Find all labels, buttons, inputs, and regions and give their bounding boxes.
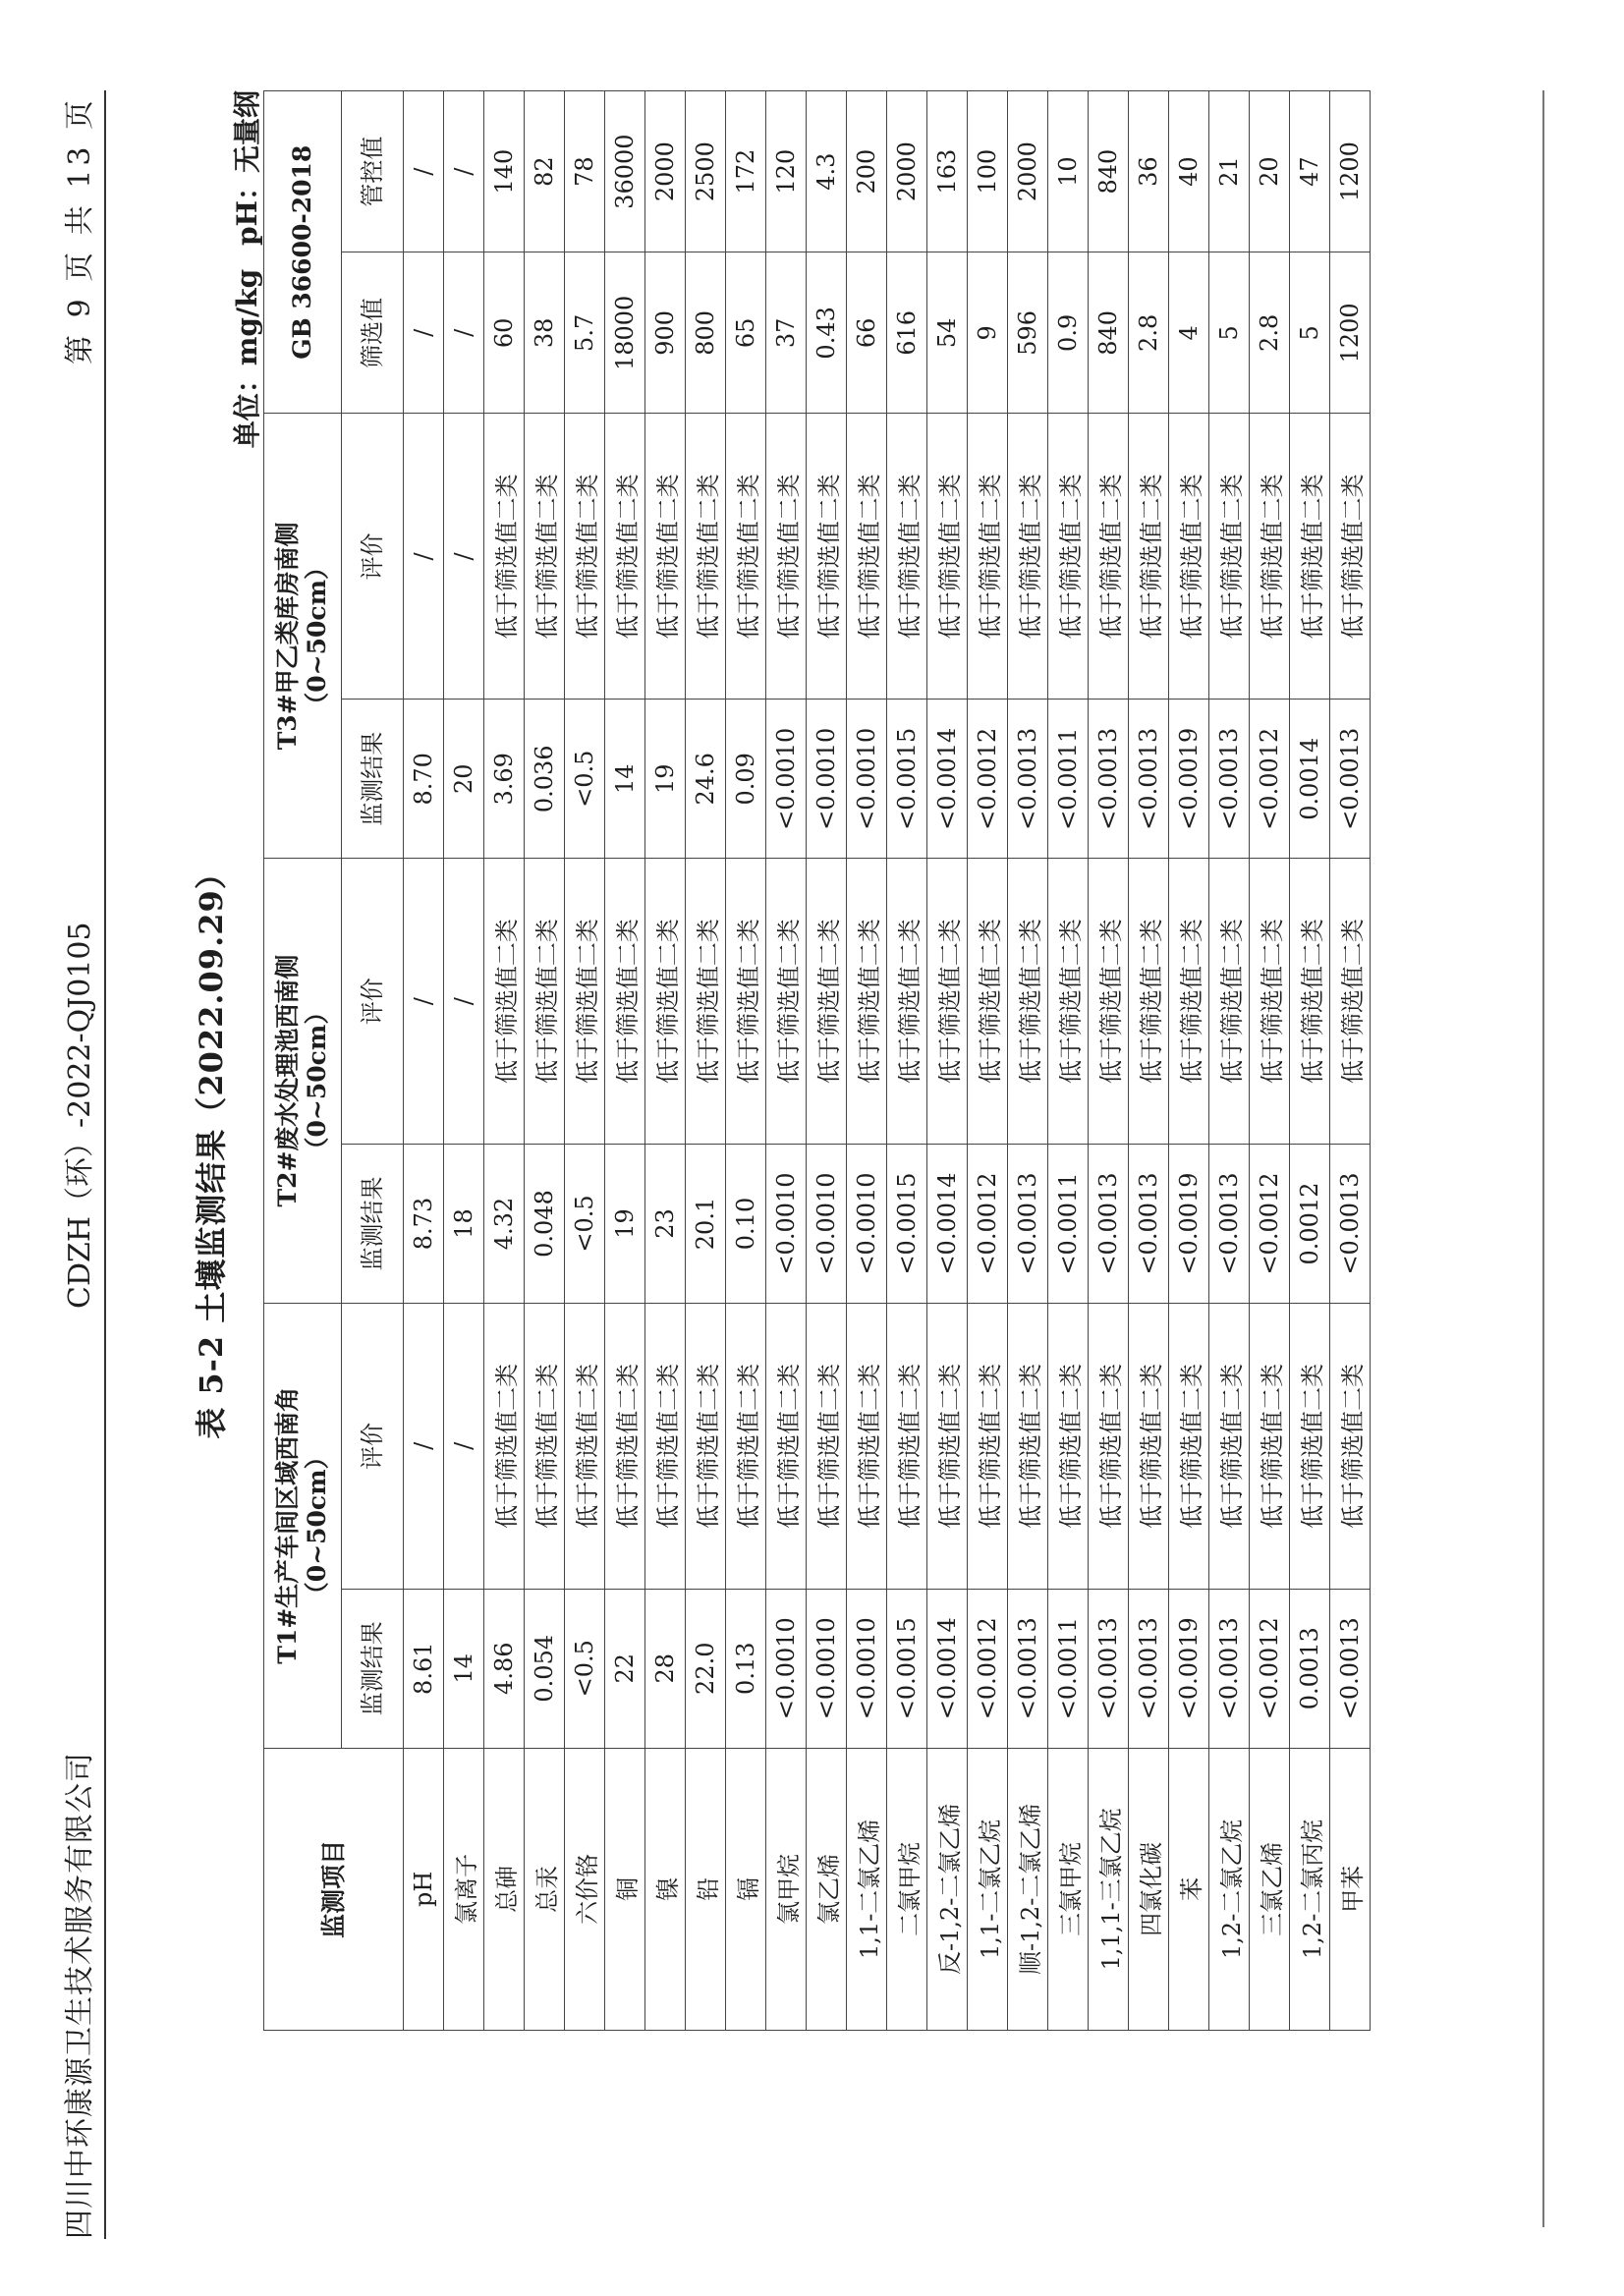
document-code: CDZH（环）-2022-QJ0105: [63, 922, 97, 1309]
table-row: [1089, 91, 1129, 2031]
cell-control-value: 47: [1290, 91, 1330, 252]
unit-line: [226, 90, 265, 462]
cell-screen-value: 5: [1209, 252, 1250, 414]
cell-screen-value: /: [404, 252, 444, 414]
cell-t1-result: 0.054: [525, 1589, 565, 1748]
cell-t3-eval: 低于筛选值二类: [1008, 414, 1048, 700]
cell-t3-eval: /: [444, 414, 484, 700]
site-depth: （0~50cm）: [303, 999, 331, 1162]
table-body: [404, 91, 1371, 2031]
cell-t3-result: 8.70: [404, 700, 444, 859]
cell-control-value: 4.3: [807, 91, 847, 252]
cell-t1-result: 14: [444, 1589, 484, 1748]
cell-screen-value: 9: [968, 252, 1008, 414]
cell-control-value: 82: [525, 91, 565, 252]
site-name: T3#甲乙类库房南侧: [273, 522, 302, 751]
cell-t1-eval: 低于筛选值二类: [605, 1303, 645, 1589]
table-row: [1169, 91, 1209, 2031]
site-depth: （0~50cm）: [303, 554, 331, 717]
cell-item: 1,1-二氯乙烯: [847, 1748, 887, 2030]
cell-t3-result: 3.69: [484, 700, 525, 859]
cell-t1-eval: 低于筛选值二类: [968, 1303, 1008, 1589]
table-row: [927, 91, 968, 2031]
cell-t1-eval: 低于筛选值二类: [645, 1303, 686, 1589]
cell-t2-eval: 低于筛选值二类: [807, 859, 847, 1145]
site-depth: （0~50cm）: [303, 1444, 331, 1607]
cell-t1-result: <0.0013: [1209, 1589, 1250, 1748]
table-row: [1209, 91, 1250, 2031]
cell-t2-result: 0.10: [726, 1145, 766, 1304]
cell-t1-result: 22.0: [686, 1589, 726, 1748]
cell-t1-eval: 低于筛选值二类: [565, 1303, 605, 1589]
table-row: [1048, 91, 1089, 2031]
cell-screen-value: 60: [484, 252, 525, 414]
header-row-sub: [342, 91, 404, 2031]
cell-screen-value: 2.8: [1129, 252, 1169, 414]
cell-t1-result: <0.0013: [1129, 1589, 1169, 1748]
cell-screen-value: 38: [525, 252, 565, 414]
cell-t1-result: 28: [645, 1589, 686, 1748]
cell-t2-eval: 低于筛选值二类: [1290, 859, 1330, 1145]
cell-t1-eval: 低于筛选值二类: [927, 1303, 968, 1589]
cell-t3-result: <0.5: [565, 700, 605, 859]
cell-item: 总汞: [525, 1748, 565, 2030]
cell-t1-result: <0.0013: [1330, 1589, 1371, 1748]
cell-control-value: 40: [1169, 91, 1209, 252]
cell-control-value: 840: [1089, 91, 1129, 252]
cell-item: 四氯化碳: [1129, 1748, 1169, 2030]
cell-t2-result: <0.0019: [1169, 1145, 1209, 1304]
cell-t1-result: 0.13: [726, 1589, 766, 1748]
cell-item: 1,1-二氯乙烷: [968, 1748, 1008, 2030]
cell-t3-eval: 低于筛选值二类: [525, 414, 565, 700]
cell-item: 1,2-二氯丙烷: [1290, 1748, 1330, 2030]
cell-screen-value: 37: [766, 252, 807, 414]
cell-t1-eval: 低于筛选值二类: [1008, 1303, 1048, 1589]
table-row: [726, 91, 766, 2031]
cell-t3-eval: 低于筛选值二类: [766, 414, 807, 700]
cell-t1-eval: 低于筛选值二类: [1209, 1303, 1250, 1589]
cell-t2-result: <0.0012: [968, 1145, 1008, 1304]
cell-t2-result: <0.0012: [1250, 1145, 1290, 1304]
table-row: [484, 91, 525, 2031]
cell-t3-eval: 低于筛选值二类: [968, 414, 1008, 700]
cell-control-value: 2000: [645, 91, 686, 252]
cell-t3-result: <0.0010: [766, 700, 807, 859]
cell-item: 反-1,2-二氯乙烯: [927, 1748, 968, 2030]
cell-t3-result: 20: [444, 700, 484, 859]
cell-control-value: 36000: [605, 91, 645, 252]
cell-t1-eval: 低于筛选值二类: [766, 1303, 807, 1589]
cell-t2-result: <0.0014: [927, 1145, 968, 1304]
cell-t1-eval: 低于筛选值二类: [1169, 1303, 1209, 1589]
cell-item: 镉: [726, 1748, 766, 2030]
cell-t1-eval: /: [444, 1303, 484, 1589]
cell-t2-result: 19: [605, 1145, 645, 1304]
cell-t1-eval: 低于筛选值二类: [1290, 1303, 1330, 1589]
cell-screen-value: /: [444, 252, 484, 414]
cell-control-value: 20: [1250, 91, 1290, 252]
cell-item: 镍: [645, 1748, 686, 2030]
cell-item: 顺-1,2-二氯乙烯: [1008, 1748, 1048, 2030]
cell-t2-eval: /: [444, 859, 484, 1145]
cell-item: 苯: [1169, 1748, 1209, 2030]
cell-t3-eval: 低于筛选值二类: [1330, 414, 1371, 700]
cell-t3-eval: 低于筛选值二类: [686, 414, 726, 700]
cell-t3-eval: 低于筛选值二类: [1290, 414, 1330, 700]
cell-screen-value: 66: [847, 252, 887, 414]
cell-t2-result: 4.32: [484, 1145, 525, 1304]
cell-control-value: 2500: [686, 91, 726, 252]
cell-t1-result: <0.0015: [887, 1589, 927, 1748]
cell-item: 二氯甲烷: [887, 1748, 927, 2030]
cell-screen-value: 800: [686, 252, 726, 414]
cell-t1-result: <0.0013: [1089, 1589, 1129, 1748]
unit-label: 单位：mg/kg: [231, 268, 263, 449]
table-row: [887, 91, 927, 2031]
table-row: [1008, 91, 1048, 2031]
cell-screen-value: 2.8: [1250, 252, 1290, 414]
col-header-site-t2: [264, 859, 342, 1304]
cell-control-value: 10: [1048, 91, 1089, 252]
table-row: [565, 91, 605, 2031]
cell-t3-eval: 低于筛选值二类: [927, 414, 968, 700]
cell-item: 六价铬: [565, 1748, 605, 2030]
cell-t1-eval: 低于筛选值二类: [686, 1303, 726, 1589]
cell-t1-result: 22: [605, 1589, 645, 1748]
cell-t1-result: <0.0010: [807, 1589, 847, 1748]
col-header-eval: 评价: [342, 414, 404, 700]
cell-control-value: 200: [847, 91, 887, 252]
cell-screen-value: 18000: [605, 252, 645, 414]
table-row: [605, 91, 645, 2031]
cell-control-value: 140: [484, 91, 525, 252]
col-header-eval: 评价: [342, 1303, 404, 1589]
cell-t1-eval: 低于筛选值二类: [847, 1303, 887, 1589]
cell-t3-result: <0.0013: [1008, 700, 1048, 859]
cell-t1-eval: 低于筛选值二类: [1048, 1303, 1089, 1589]
cell-t3-result: 0.09: [726, 700, 766, 859]
cell-screen-value: 65: [726, 252, 766, 414]
table-row: [404, 91, 444, 2031]
cell-t1-result: <0.0013: [1008, 1589, 1048, 1748]
table-row: [847, 91, 887, 2031]
cell-t2-eval: 低于筛选值二类: [1089, 859, 1129, 1145]
cell-item: 铅: [686, 1748, 726, 2030]
cell-control-value: 1200: [1330, 91, 1371, 252]
cell-t3-result: <0.0019: [1169, 700, 1209, 859]
cell-t2-eval: 低于筛选值二类: [686, 859, 726, 1145]
table-row: [525, 91, 565, 2031]
table-row: [1129, 91, 1169, 2031]
cell-t3-eval: 低于筛选值二类: [726, 414, 766, 700]
cell-t2-eval: 低于筛选值二类: [927, 859, 968, 1145]
cell-t1-eval: 低于筛选值二类: [1089, 1303, 1129, 1589]
cell-t3-eval: 低于筛选值二类: [484, 414, 525, 700]
cell-t2-result: <0.0010: [766, 1145, 807, 1304]
cell-t3-result: <0.0011: [1048, 700, 1089, 859]
cell-t2-result: <0.5: [565, 1145, 605, 1304]
cell-t1-result: <0.0014: [927, 1589, 968, 1748]
cell-control-value: 2000: [887, 91, 927, 252]
ph-unit-label: pH：无量纲: [231, 90, 263, 247]
cell-t3-result: <0.0014: [927, 700, 968, 859]
cell-t3-eval: 低于筛选值二类: [847, 414, 887, 700]
cell-t2-eval: 低于筛选值二类: [565, 859, 605, 1145]
cell-t3-result: 0.0014: [1290, 700, 1330, 859]
col-header-site-t1: [264, 1303, 342, 1748]
soil-results-table: [263, 90, 1371, 2031]
cell-control-value: 163: [927, 91, 968, 252]
cell-t3-result: <0.0010: [807, 700, 847, 859]
cell-t2-result: 8.73: [404, 1145, 444, 1304]
cell-t2-eval: 低于筛选值二类: [484, 859, 525, 1145]
cell-t1-result: 4.86: [484, 1589, 525, 1748]
cell-control-value: 172: [726, 91, 766, 252]
col-header-screen: 筛选值: [342, 252, 404, 414]
cell-control-value: 21: [1209, 91, 1250, 252]
table-title: 表 5-2 土壤监测结果（2022.09.29）: [193, 857, 230, 1439]
cell-t1-result: 0.0013: [1290, 1589, 1330, 1748]
page-number: 第 9 页 共 13 页: [63, 96, 97, 364]
cell-t3-eval: 低于筛选值二类: [1250, 414, 1290, 700]
cell-t2-result: 20.1: [686, 1145, 726, 1304]
cell-t1-result: <0.0010: [847, 1589, 887, 1748]
cell-t3-eval: 低于筛选值二类: [887, 414, 927, 700]
cell-item: 氯离子: [444, 1748, 484, 2030]
cell-screen-value: 1200: [1330, 252, 1371, 414]
cell-item: 总砷: [484, 1748, 525, 2030]
cell-t3-eval: 低于筛选值二类: [1169, 414, 1209, 700]
cell-screen-value: 5: [1290, 252, 1330, 414]
col-header-item: 监测项目: [264, 1748, 404, 2030]
site-name: T2#废水处理池西南侧: [273, 954, 302, 1207]
cell-t2-result: 0.0012: [1290, 1145, 1330, 1304]
cell-control-value: /: [404, 91, 444, 252]
cell-item: 三氯乙烯: [1250, 1748, 1290, 2030]
cell-screen-value: 54: [927, 252, 968, 414]
table-row: [444, 91, 484, 2031]
cell-t2-eval: 低于筛选值二类: [847, 859, 887, 1145]
cell-t2-eval: 低于筛选值二类: [645, 859, 686, 1145]
cell-t2-eval: 低于筛选值二类: [605, 859, 645, 1145]
cell-t3-result: <0.0013: [1129, 700, 1169, 859]
cell-t2-result: <0.0010: [847, 1145, 887, 1304]
col-header-result: 监测结果: [342, 1145, 404, 1304]
cell-screen-value: 0.43: [807, 252, 847, 414]
cell-t1-result: 8.61: [404, 1589, 444, 1748]
cell-t2-eval: 低于筛选值二类: [1008, 859, 1048, 1145]
cell-control-value: 120: [766, 91, 807, 252]
cell-t2-eval: 低于筛选值二类: [1169, 859, 1209, 1145]
cell-t3-result: <0.0013: [1330, 700, 1371, 859]
cell-t3-result: <0.0012: [968, 700, 1008, 859]
footer-rule: [1542, 90, 1544, 2227]
cell-control-value: 100: [968, 91, 1008, 252]
cell-t2-result: <0.0013: [1089, 1145, 1129, 1304]
cell-t1-result: <0.0012: [968, 1589, 1008, 1748]
cell-t2-result: 23: [645, 1145, 686, 1304]
cell-t3-eval: 低于筛选值二类: [1089, 414, 1129, 700]
cell-t2-eval: 低于筛选值二类: [525, 859, 565, 1145]
cell-t1-result: <0.0012: [1250, 1589, 1290, 1748]
cell-t3-result: 24.6: [686, 700, 726, 859]
cell-screen-value: 616: [887, 252, 927, 414]
cell-t3-result: 19: [645, 700, 686, 859]
cell-t1-result: <0.5: [565, 1589, 605, 1748]
col-header-control: 管控值: [342, 91, 404, 252]
cell-t3-eval: 低于筛选值二类: [1209, 414, 1250, 700]
cell-t3-eval: 低于筛选值二类: [605, 414, 645, 700]
cell-t2-eval: /: [404, 859, 444, 1145]
cell-t2-eval: 低于筛选值二类: [968, 859, 1008, 1145]
cell-t1-eval: 低于筛选值二类: [726, 1303, 766, 1589]
cell-item: 1,1,1-三氯乙烷: [1089, 1748, 1129, 2030]
cell-control-value: 36: [1129, 91, 1169, 252]
table-row: [686, 91, 726, 2031]
cell-control-value: 78: [565, 91, 605, 252]
cell-t1-eval: 低于筛选值二类: [887, 1303, 927, 1589]
table-row: [645, 91, 686, 2031]
cell-t2-eval: 低于筛选值二类: [726, 859, 766, 1145]
table-row: [1250, 91, 1290, 2031]
cell-t2-result: 18: [444, 1145, 484, 1304]
cell-t3-result: 0.036: [525, 700, 565, 859]
col-header-eval: 评价: [342, 859, 404, 1145]
cell-item: 氯甲烷: [766, 1748, 807, 2030]
cell-item: 甲苯: [1330, 1748, 1371, 2030]
cell-t3-eval: 低于筛选值二类: [807, 414, 847, 700]
cell-t2-eval: 低于筛选值二类: [1129, 859, 1169, 1145]
cell-t2-result: <0.0013: [1209, 1145, 1250, 1304]
cell-t2-eval: 低于筛选值二类: [1330, 859, 1371, 1145]
col-header-site-t3: [264, 414, 342, 859]
company-name: 四川中环康源卫生技术服务有限公司: [63, 1752, 97, 2239]
cell-screen-value: 596: [1008, 252, 1048, 414]
cell-t2-result: <0.0010: [807, 1145, 847, 1304]
header-row-sites: [264, 91, 342, 2031]
cell-control-value: 2000: [1008, 91, 1048, 252]
cell-t2-result: <0.0015: [887, 1145, 927, 1304]
cell-t1-eval: 低于筛选值二类: [1250, 1303, 1290, 1589]
cell-t1-result: <0.0019: [1169, 1589, 1209, 1748]
cell-t1-eval: 低于筛选值二类: [484, 1303, 525, 1589]
cell-t2-eval: 低于筛选值二类: [766, 859, 807, 1145]
cell-t2-result: <0.0013: [1129, 1145, 1169, 1304]
cell-t3-eval: 低于筛选值二类: [1129, 414, 1169, 700]
cell-control-value: /: [444, 91, 484, 252]
cell-t1-eval: /: [404, 1303, 444, 1589]
cell-t2-eval: 低于筛选值二类: [1250, 859, 1290, 1145]
cell-t2-eval: 低于筛选值二类: [887, 859, 927, 1145]
cell-item: 1,2-二氯乙烷: [1209, 1748, 1250, 2030]
cell-screen-value: 900: [645, 252, 686, 414]
col-header-result: 监测结果: [342, 700, 404, 859]
cell-t3-eval: 低于筛选值二类: [565, 414, 605, 700]
cell-item: 铜: [605, 1748, 645, 2030]
table-row: [1290, 91, 1330, 2031]
cell-t2-result: 0.048: [525, 1145, 565, 1304]
cell-t3-eval: /: [404, 414, 444, 700]
cell-screen-value: 4: [1169, 252, 1209, 414]
cell-screen-value: 0.9: [1048, 252, 1089, 414]
cell-t1-eval: 低于筛选值二类: [525, 1303, 565, 1589]
col-header-result: 监测结果: [342, 1589, 404, 1748]
cell-t3-eval: 低于筛选值二类: [1048, 414, 1089, 700]
cell-t1-result: <0.0010: [766, 1589, 807, 1748]
cell-t1-eval: 低于筛选值二类: [1129, 1303, 1169, 1589]
col-header-standard: GB 36600-2018: [264, 91, 342, 414]
cell-t3-result: <0.0010: [847, 700, 887, 859]
cell-screen-value: 5.7: [565, 252, 605, 414]
cell-t2-eval: 低于筛选值二类: [1209, 859, 1250, 1145]
cell-t2-result: <0.0013: [1008, 1145, 1048, 1304]
header-rule: [104, 90, 106, 2239]
cell-t2-result: <0.0013: [1330, 1145, 1371, 1304]
cell-t3-result: <0.0013: [1209, 700, 1250, 859]
cell-t2-eval: 低于筛选值二类: [1048, 859, 1089, 1145]
cell-t1-result: <0.0011: [1048, 1589, 1089, 1748]
table-row: [1330, 91, 1371, 2031]
cell-t3-result: <0.0015: [887, 700, 927, 859]
cell-t1-eval: 低于筛选值二类: [807, 1303, 847, 1589]
cell-item: 三氯甲烷: [1048, 1748, 1089, 2030]
cell-t2-result: <0.0011: [1048, 1145, 1089, 1304]
table-row: [807, 91, 847, 2031]
cell-t3-result: <0.0013: [1089, 700, 1129, 859]
table-row: [968, 91, 1008, 2031]
table-row: [766, 91, 807, 2031]
cell-t1-eval: 低于筛选值二类: [1330, 1303, 1371, 1589]
cell-screen-value: 840: [1089, 252, 1129, 414]
site-name: T1#生产车间区域西南角: [273, 1386, 302, 1664]
cell-item: 氯乙烯: [807, 1748, 847, 2030]
cell-t3-result: 14: [605, 700, 645, 859]
cell-item: pH: [404, 1748, 444, 2030]
cell-t3-eval: 低于筛选值二类: [645, 414, 686, 700]
cell-t3-result: <0.0012: [1250, 700, 1290, 859]
